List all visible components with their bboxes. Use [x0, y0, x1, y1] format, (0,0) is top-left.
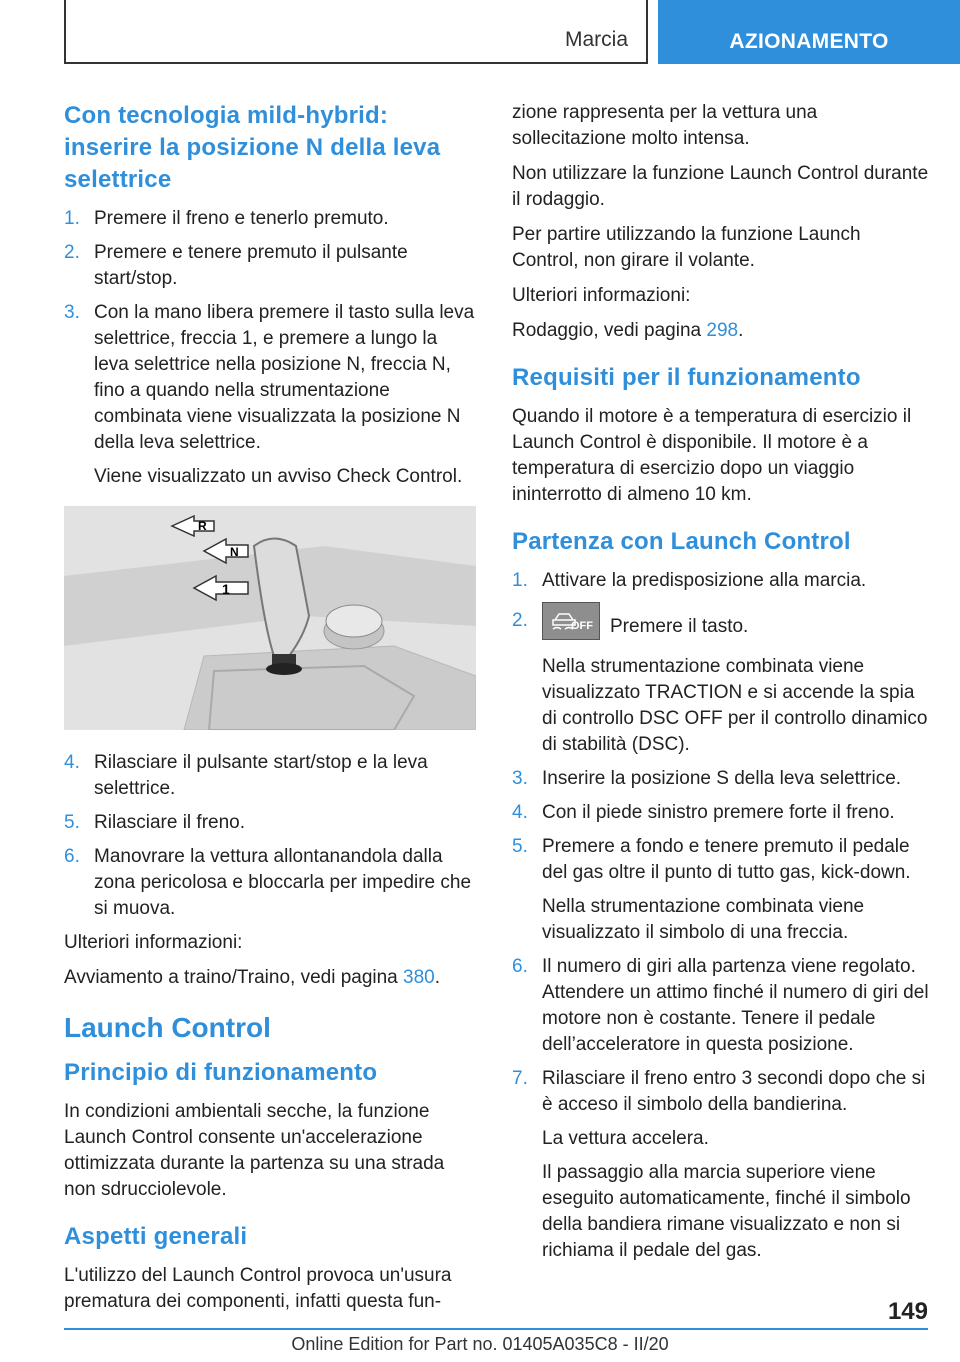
step-text: Premere e tenere premuto il pulsante start/stop. — [94, 242, 408, 289]
left-column — [64, 100, 476, 1324]
steps-list-a — [64, 206, 476, 490]
right-column — [512, 100, 930, 1272]
dsc-off-button-icon — [542, 602, 600, 640]
launch-steps-list — [512, 568, 930, 1264]
gear-selector-figure — [64, 506, 476, 730]
list-item — [512, 1066, 930, 1264]
step-text: Con la mano libera premere il tasto sulla leva selettrice, freccia 1, e premere a lungo la leva selettrice nella posizione N, freccia N, fino a quando nella strumentazione combinata viene visualizzata la posizione N della leva selettrice. — [94, 302, 475, 453]
page-link-380[interactable]: 380 — [403, 967, 435, 988]
list-item — [512, 568, 930, 594]
more-info-line — [512, 318, 930, 344]
list-item — [64, 300, 476, 490]
section-title: Marcia — [564, 28, 628, 51]
heading-general: Aspetti generali — [64, 1223, 248, 1250]
more-info-dot: . — [738, 320, 744, 341]
list-item — [64, 240, 476, 292]
step-text: Manovrare la vettura allontanandola dalla zona pericolosa e bloccarla per impedire che si muova. — [94, 846, 472, 919]
step-text: Inserire la posizione S della leva selettrice. — [542, 768, 902, 789]
step-number: 2. — [512, 610, 528, 631]
list-item — [512, 766, 930, 792]
paragraph-rodaggio: Non utilizzare la funzione Launch Control durante il rodaggio. — [512, 163, 929, 210]
requirements-text: Quando il motore è a temperatura di esercizio il Launch Control è disponibile. Il motore è a temperatura di esercizio dopo un viaggio ininterrotto di almeno 10 km. — [512, 406, 912, 505]
figure-label-1: 1 — [222, 581, 230, 597]
heading-launch-control: Launch Control — [64, 1012, 271, 1043]
step-number: 3. — [512, 768, 528, 789]
chapter-tab[interactable]: AZIONAMENTO — [658, 0, 960, 64]
heading-mild-hybrid: Con tecnologia mild-hybrid: inserire la posizione N della leva selettrice — [64, 102, 441, 193]
step-number: 6. — [64, 846, 80, 867]
paragraph-volante: Per partire utilizzando la funzione Launch Control, non girare il volante. — [512, 224, 861, 271]
step-number: 4. — [64, 752, 80, 773]
step-number: 3. — [64, 302, 80, 323]
step-text: Premere il freno e tenerlo premuto. — [94, 208, 389, 229]
step-number: 5. — [64, 812, 80, 833]
figure-label-n: N — [230, 545, 239, 559]
list-item — [64, 206, 476, 232]
step-text: Rilasciare il freno entro 3 secondi dopo che si è acceso il simbolo della bandierina. — [542, 1068, 926, 1115]
step-subtext: Nella strumentazione combinata viene visualizzato il simbolo di una freccia. — [542, 896, 865, 943]
more-info-text: Avviamento a traino/Traino, vedi pagina — [64, 967, 398, 988]
list-item — [512, 834, 930, 946]
heading-requirements: Requisiti per il funzionamento — [512, 364, 861, 391]
heading-principle: Principio di funzionamento — [64, 1059, 378, 1086]
list-item — [64, 844, 476, 922]
more-info-text: Rodaggio, vedi pagina — [512, 320, 702, 341]
more-info-label: Ulteriori informazioni: — [512, 285, 691, 306]
page-number: 149 — [887, 1298, 928, 1325]
step-number: 6. — [512, 956, 528, 977]
heading-launch-start: Partenza con Launch Control — [512, 528, 851, 555]
continued-text: zione rappresenta per la vettura una sollecitazione molto intensa. — [512, 102, 818, 149]
list-item — [512, 954, 930, 1058]
principle-text: In condizioni ambientali secche, la funzione Launch Control consente un'accelerazione ottimizzata durante la partenza su una strada non sdrucciolevole. — [64, 1101, 445, 1200]
figure-label-r: R — [198, 519, 207, 533]
step-text: Con il piede sinistro premere forte il freno. — [542, 802, 895, 823]
page-link-298[interactable]: 298 — [706, 320, 739, 341]
dsc-off-label: OFF — [571, 620, 593, 632]
step-number: 2. — [64, 242, 80, 263]
more-info-line — [64, 965, 476, 991]
step-number: 7. — [512, 1068, 528, 1089]
more-info-label: Ulteriori informazioni: — [64, 932, 243, 953]
step-number: 1. — [64, 208, 80, 229]
step-text: Rilasciare il freno. — [94, 812, 245, 833]
list-item — [64, 810, 476, 836]
steps-list-b — [64, 750, 476, 922]
gear-selector-illustration — [64, 506, 476, 730]
header-section-tab — [64, 0, 648, 64]
list-item — [512, 800, 930, 826]
step-text: Premere il tasto. — [610, 616, 749, 638]
step-subtext: La vettura accelera. — [542, 1128, 709, 1149]
more-info-dot: . — [434, 967, 441, 988]
step-text: Attivare la predisposizione alla marcia. — [542, 570, 867, 591]
footer-divider — [64, 1328, 928, 1330]
step-subtext: Viene visualizzato un avviso Check Control. — [94, 466, 463, 487]
list-item — [64, 750, 476, 802]
step-text: Rilasciare il pulsante start/stop e la leva selettrice. — [94, 752, 428, 799]
step-subtext: Nella strumentazione combinata viene visualizzato TRACTION e si accende la spia di controllo DSC OFF per il controllo dinamico di stabilità (DSC). — [542, 656, 928, 755]
step-text: Premere a fondo e tenere premuto il pedale del gas oltre il punto di tutto gas, kick-down. — [542, 836, 911, 883]
step-number: 1. — [512, 570, 528, 591]
step-text: Il numero di giri alla partenza viene regolato. Attendere un attimo finché il numero di giri del motore non è costante. Tenere il pedale dell’acceleratore in questa posizione. — [542, 956, 929, 1055]
step-number: 4. — [512, 802, 528, 823]
footer-edition: Online Edition for Part no. 01405A035C8 - II/20 — [291, 1334, 669, 1354]
step-number: 5. — [512, 836, 528, 857]
list-item — [512, 608, 930, 758]
step-subtext-2: Il passaggio alla marcia superiore viene eseguito automaticamente, finché il simbolo della bandiera rimane visualizzato e non si richiama il pedale del gas. — [542, 1162, 911, 1261]
general-text: L'utilizzo del Launch Control provoca un'usura prematura dei componenti, infatti questa fun- — [64, 1265, 452, 1312]
